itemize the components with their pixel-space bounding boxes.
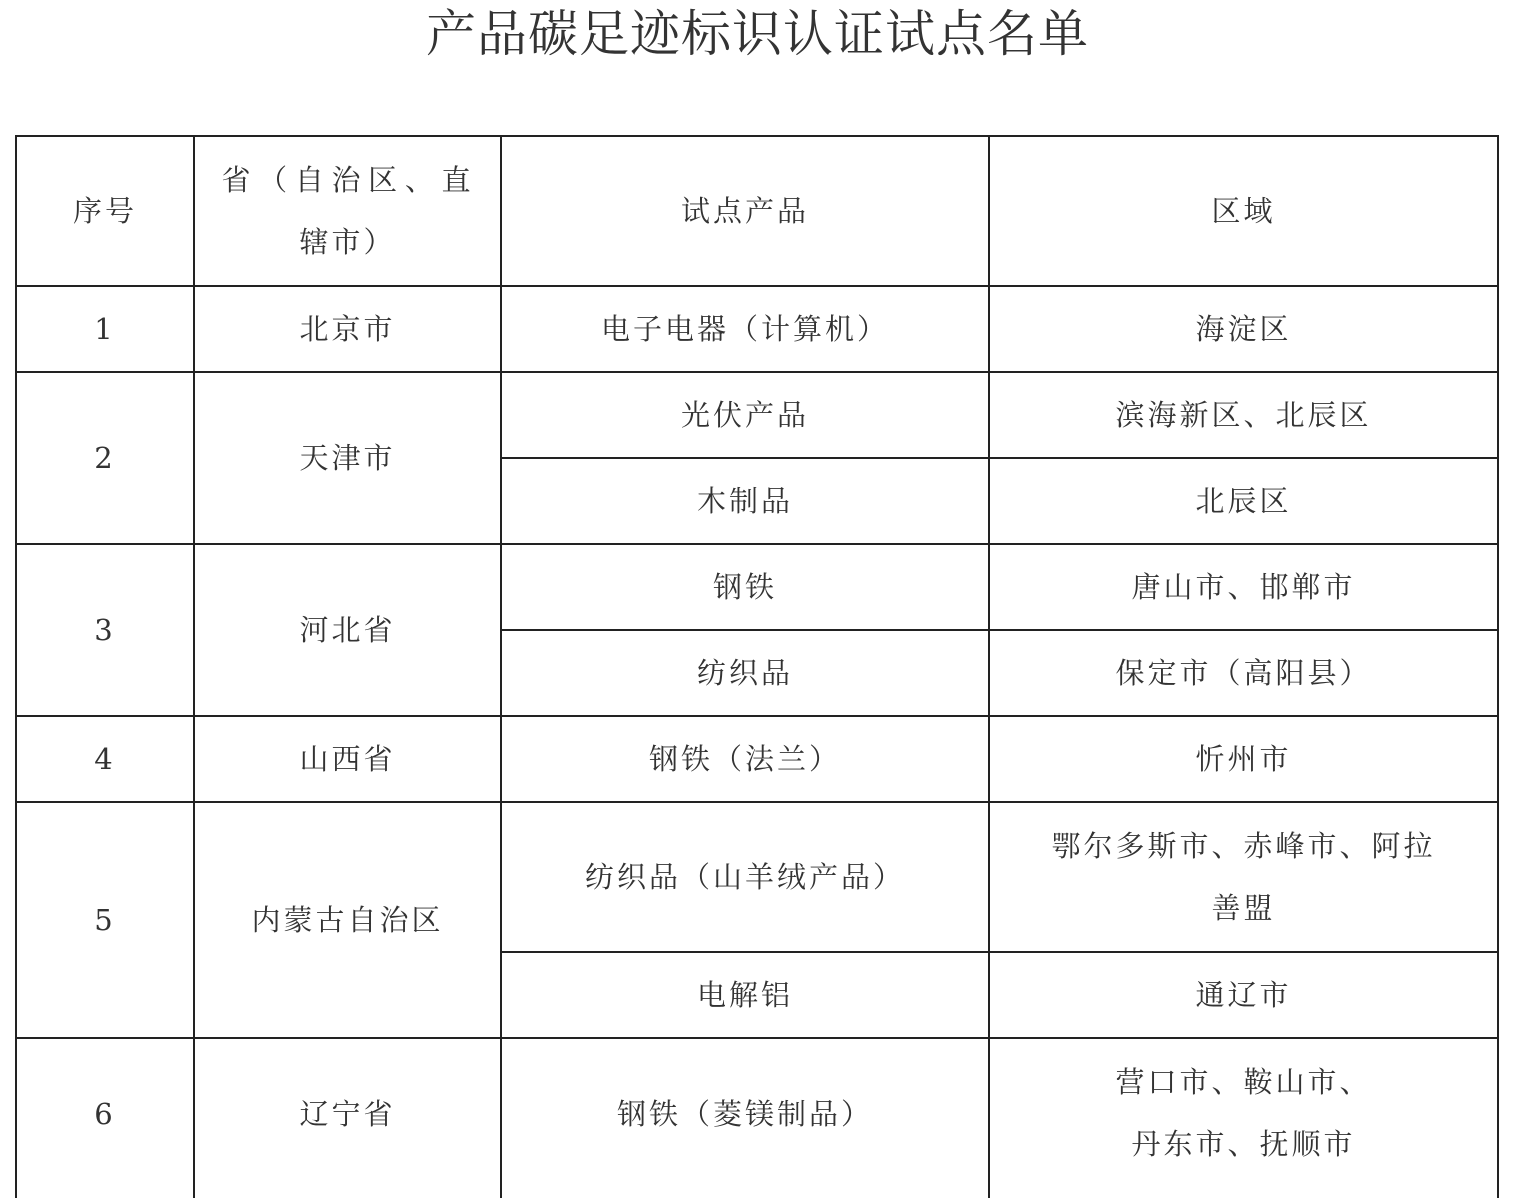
cell-area <box>989 802 1498 952</box>
cell-area: 保定市（高阳县） <box>989 630 1498 716</box>
header-province-label: 省（自治区、直辖市） <box>221 163 474 259</box>
cell-province: 河北省 <box>194 544 501 716</box>
cell-area: 唐山市、邯郸市 <box>989 544 1498 630</box>
cell-product: 纺织品 <box>501 630 989 716</box>
cell-area <box>989 1038 1498 1198</box>
cell-area: 忻州市 <box>989 716 1498 802</box>
header-no-label: 序号 <box>72 194 137 228</box>
table-row <box>16 544 1498 630</box>
cell-no <box>16 1038 194 1198</box>
table-header-row <box>16 136 1498 286</box>
cell-area: 滨海新区、北辰区 <box>989 372 1498 458</box>
cell-no: 1 <box>16 286 194 372</box>
cell-no: 4 <box>16 716 194 802</box>
header-province <box>194 136 501 286</box>
cell-product: 电子电器（计算机） <box>501 286 989 372</box>
pilot-list-table <box>15 135 1499 1198</box>
cell-province: 山西省 <box>194 716 501 802</box>
cell-area-text: 营口市、鞍山市、丹东市、抚顺市 <box>1115 1065 1372 1161</box>
header-product <box>501 136 989 286</box>
cell-area: 通辽市 <box>989 952 1498 1038</box>
cell-product <box>501 1038 989 1198</box>
cell-province: 北京市 <box>194 286 501 372</box>
cell-province: 天津市 <box>194 372 501 544</box>
table-row <box>16 372 1498 458</box>
table-row <box>16 286 1498 372</box>
cell-area: 北辰区 <box>989 458 1498 544</box>
cell-area: 海淀区 <box>989 286 1498 372</box>
cell-province <box>194 1038 501 1198</box>
cell-product: 钢铁（法兰） <box>501 716 989 802</box>
page-title: 产品碳足迹标识认证试点名单 <box>426 5 1089 63</box>
cell-product: 木制品 <box>501 458 989 544</box>
cell-area-text: 鄂尔多斯市、赤峰市、阿拉善盟 <box>1051 829 1436 925</box>
cell-product: 钢铁 <box>501 544 989 630</box>
cell-product: 电解铝 <box>501 952 989 1038</box>
header-area <box>989 136 1498 286</box>
cell-product: 纺织品（山羊绒产品） <box>501 802 989 952</box>
cell-province: 内蒙古自治区 <box>194 802 501 1038</box>
cell-no: 2 <box>16 372 194 544</box>
cell-no: 3 <box>16 544 194 716</box>
table-row <box>16 802 1498 952</box>
cell-no: 5 <box>16 802 194 1038</box>
cell-no-text: 6 <box>94 1097 116 1131</box>
cell-product-text: 钢铁（菱镁制品） <box>616 1097 873 1131</box>
header-no <box>16 136 194 286</box>
cell-province-text: 辽宁省 <box>299 1097 396 1131</box>
cell-product: 光伏产品 <box>501 372 989 458</box>
table-row <box>16 1038 1498 1198</box>
table-row <box>16 716 1498 802</box>
header-area-label: 区域 <box>1211 194 1276 228</box>
header-product-label: 试点产品 <box>680 194 809 228</box>
